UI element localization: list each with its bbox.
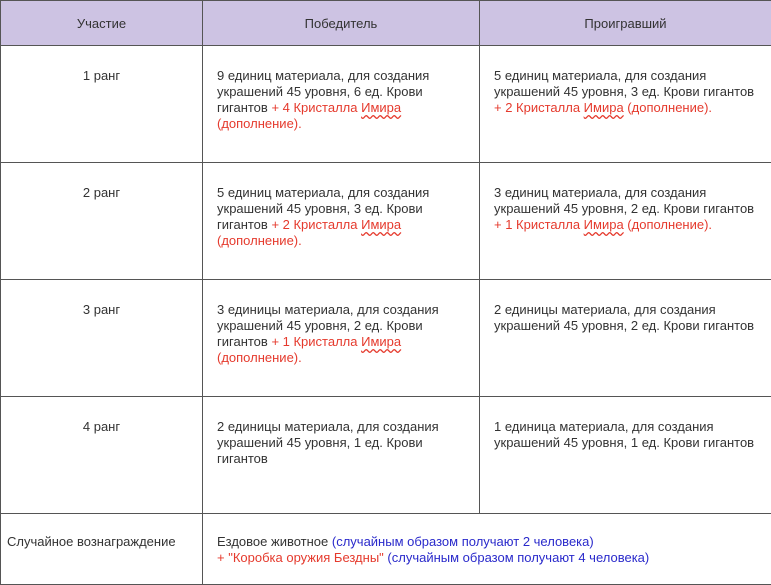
winner-cell: [203, 280, 480, 397]
loser-cell: [480, 397, 771, 514]
bonus-prefix: + 2 Кристалла: [494, 100, 584, 115]
table-row: [1, 163, 771, 280]
header-winner: Победитель: [203, 1, 480, 46]
bonus-prefix: + 4 Кристалла: [268, 100, 361, 115]
box-item: + "Коробка оружия Бездны": [217, 550, 387, 565]
table-row: [1, 46, 771, 163]
reward-text: 9 единиц материала, для создания украшений 45 уровня, 6 ед. Крови гигантов: [217, 68, 429, 115]
bonus-prefix: + 1 Кристалла: [268, 334, 361, 349]
reward-text: 2 единицы материала, для создания украшений 45 уровня, 1 ед. Крови гигантов: [217, 419, 439, 466]
rank-cell: 1 ранг: [1, 46, 203, 163]
table-row: [1, 280, 771, 397]
reward-text: 2 единицы материала, для создания украшений 45 уровня, 2 ед. Крови гигантов: [494, 302, 754, 333]
bonus-suffix: (дополнение).: [217, 233, 302, 248]
random-line-box: [217, 550, 771, 566]
bonus-suffix: (дополнение).: [624, 217, 712, 232]
header-loser: Проигравший: [480, 1, 771, 46]
header-participation: Участие: [1, 1, 203, 46]
bonus-prefix: + 2 Кристалла: [268, 217, 361, 232]
loser-cell: [480, 46, 771, 163]
reward-text: 3 единиц материала, для создания украшений 45 уровня, 2 ед. Крови гигантов: [494, 185, 754, 216]
bonus-link[interactable]: Имира: [361, 217, 401, 232]
mount-text: Ездовое животное: [217, 534, 332, 549]
winner-cell: [203, 397, 480, 514]
reward-text: 5 единиц материала, для создания украшений 45 уровня, 3 ед. Крови гигантов: [217, 185, 429, 232]
rank-cell: 2 ранг: [1, 163, 203, 280]
mount-note: (случайным образом получают 2 человека): [332, 534, 594, 549]
random-reward-row: [1, 514, 771, 585]
winner-cell: [203, 46, 480, 163]
table-row: [1, 397, 771, 514]
bonus-prefix: + 1 Кристалла: [494, 217, 584, 232]
box-note: (случайным образом получают 4 человека): [387, 550, 649, 565]
random-reward-label: Случайное вознаграждение: [1, 514, 203, 585]
header-row: [1, 1, 771, 46]
bonus-link[interactable]: Имира: [361, 334, 401, 349]
bonus-link[interactable]: Имира: [584, 100, 624, 115]
bonus-suffix: (дополнение).: [217, 116, 302, 131]
bonus-link[interactable]: Имира: [584, 217, 624, 232]
reward-text: 3 единицы материала, для создания украшений 45 уровня, 2 ед. Крови гигантов: [217, 302, 439, 349]
bonus-suffix: (дополнение).: [217, 350, 302, 365]
reward-text: 1 единица материала, для создания украшений 45 уровня, 1 ед. Крови гигантов: [494, 419, 754, 450]
reward-text: 5 единиц материала, для создания украшений 45 уровня, 3 ед. Крови гигантов: [494, 68, 754, 99]
loser-cell: [480, 163, 771, 280]
loser-cell: [480, 280, 771, 397]
bonus-suffix: (дополнение).: [624, 100, 712, 115]
rank-cell: 4 ранг: [1, 397, 203, 514]
random-reward-cell: [203, 514, 771, 585]
winner-cell: [203, 163, 480, 280]
random-line-mount: [217, 534, 771, 550]
rank-cell: 3 ранг: [1, 280, 203, 397]
bonus-link[interactable]: Имира: [361, 100, 401, 115]
